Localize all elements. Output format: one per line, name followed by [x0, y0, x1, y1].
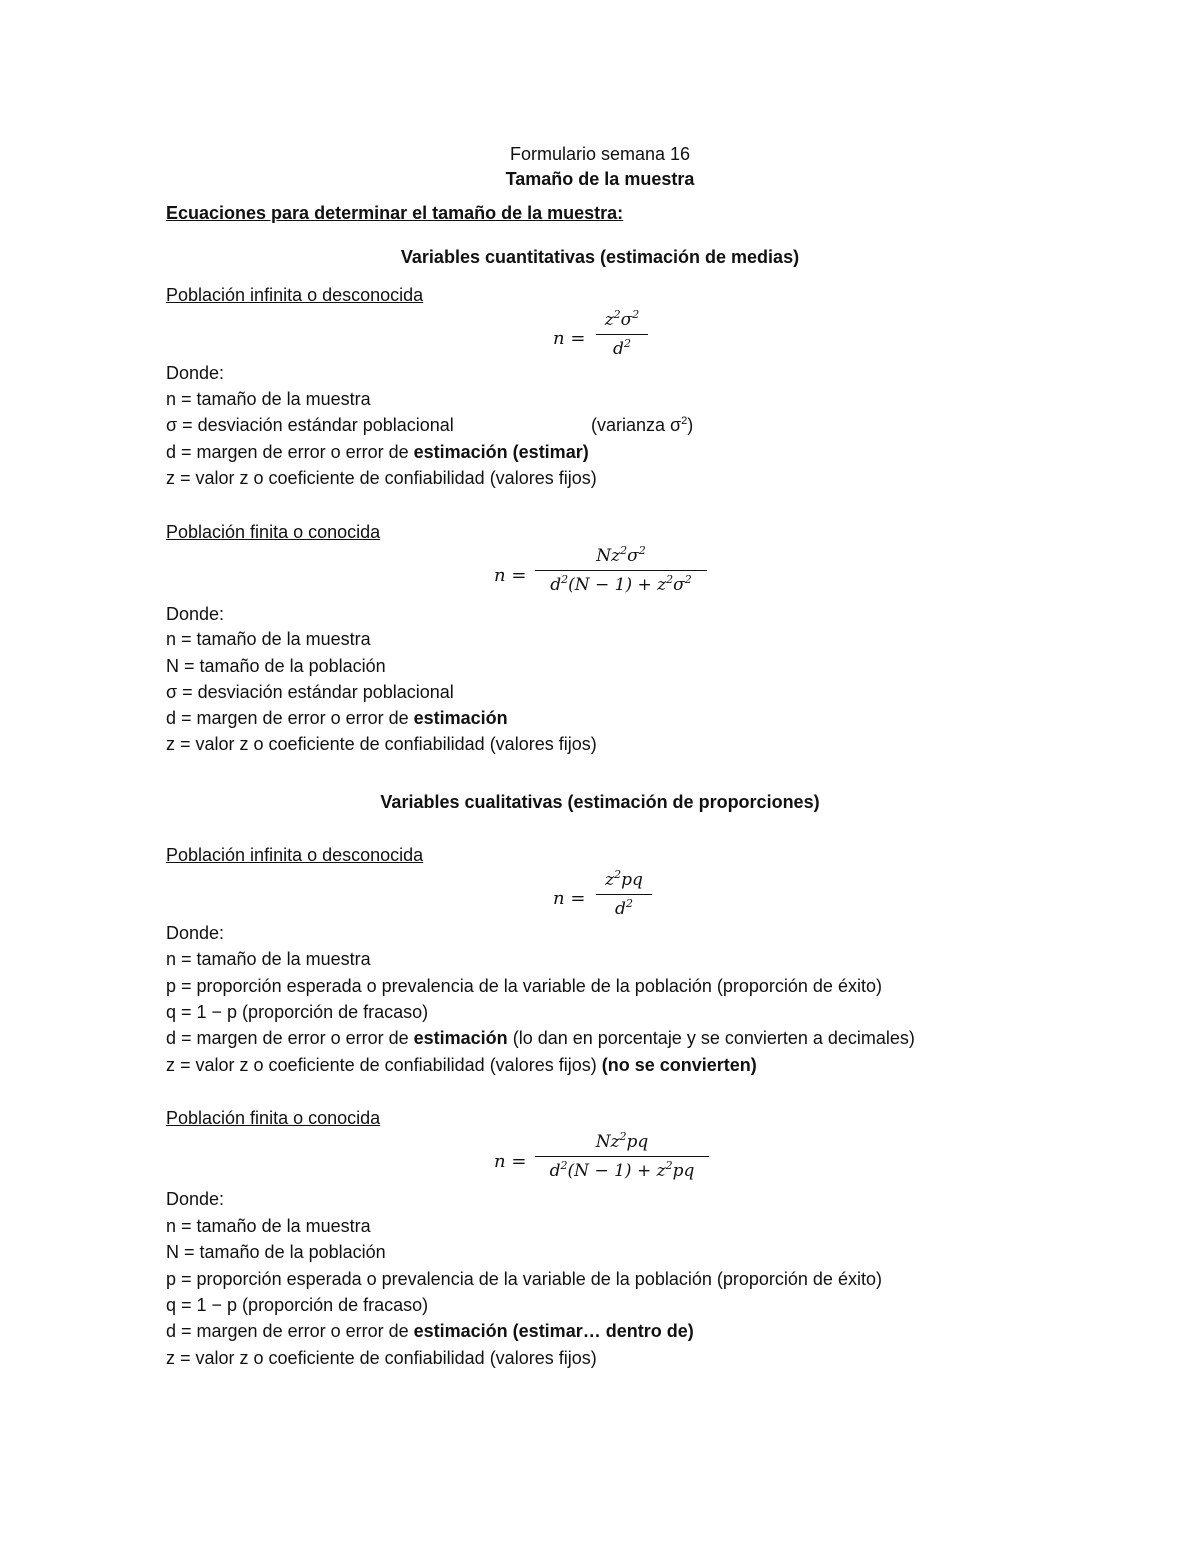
definition-z: z = valor z o coeficiente de confiabilidad (valores fijos) — [166, 468, 597, 488]
variance-note: (varianza $\sigma^2$) — [591, 415, 694, 435]
definition-z: z = valor z o coeficiente de confiabilidad (valores fijos) — [166, 734, 597, 754]
formula-numerator: $Nz^2\sigma^2$ — [596, 544, 646, 566]
definition-N: N = tamaño de la población — [166, 656, 386, 676]
section-heading-quantitative: Variables cuantitativas (estimación de medias) — [400, 247, 800, 267]
definition-N: N = tamaño de la población — [166, 1242, 386, 1262]
label-infinite-population: Población infinita o desconocida — [166, 285, 424, 305]
formula-lhs: n = — [553, 328, 586, 349]
definition-p: p = proporción esperada o prevalencia de la variable de la población (proporción de éxito) — [166, 976, 882, 996]
definition-n: n = tamaño de la muestra — [166, 389, 371, 409]
document-title: Formulario semana 16 — [509, 144, 691, 164]
definition-q: q = 1 − p (proporción de fracaso) — [166, 1295, 429, 1315]
formula-lhs: n = — [494, 565, 527, 586]
label-finite-population: Población finita o conocida — [166, 1108, 381, 1128]
definition-n: n = tamaño de la muestra — [166, 629, 371, 649]
donde-label: Donde: — [166, 923, 225, 943]
section-heading-qualitative: Variables cualitativas (estimación de proporciones) — [380, 792, 820, 812]
donde-label: Donde: — [166, 604, 225, 624]
formula-numerator: Nz$^2$pq — [595, 1130, 649, 1152]
definition-n: n = tamaño de la muestra — [166, 949, 371, 969]
definition-p: p = proporción esperada o prevalencia de la variable de la población (proporción de éxito) — [166, 1269, 882, 1289]
definition-z: z = valor z o coeficiente de confiabilidad (valores fijos) — [166, 1348, 597, 1368]
formula-denominator: $d^2(N - 1) + z^2\sigma^2$ — [550, 573, 692, 595]
definition-d: d = margen de error o error de estimación (estimar) — [166, 442, 589, 462]
formula-finite-means — [535, 545, 707, 596]
formula-lhs: n = — [553, 888, 586, 909]
definition-q: q = 1 − p (proporción de fracaso) — [166, 1002, 429, 1022]
definition-sigma: σ = desviación estándar poblacional — [166, 682, 454, 702]
formula-denominator: $d^2(N - 1) + z^2pq$ — [549, 1159, 695, 1181]
formula-lhs: n = — [494, 1151, 527, 1172]
formula-denominator: $d^2$ — [613, 337, 631, 359]
fraction-bar — [596, 894, 652, 895]
donde-label: Donde: — [166, 1189, 225, 1209]
document-subtitle: Tamaño de la muestra — [505, 169, 695, 189]
fraction-bar — [535, 570, 707, 571]
formula-infinite-proportions — [596, 869, 652, 920]
formula-denominator: $d^2$ — [615, 897, 633, 919]
fraction-bar — [596, 334, 648, 335]
fraction-bar — [535, 1156, 709, 1157]
donde-label: Donde: — [166, 363, 225, 383]
formula-numerator: $z^2\sigma^2$ — [604, 308, 640, 330]
definition-d: d = margen de error o error de estimación — [166, 708, 508, 728]
formula-infinite-means — [596, 309, 648, 360]
definition-n: n = tamaño de la muestra — [166, 1216, 371, 1236]
formula-finite-proportions — [535, 1131, 709, 1182]
label-finite-population: Población finita o conocida — [166, 522, 381, 542]
definition-sigma: σ = desviación estándar poblacional — [166, 415, 454, 435]
formula-numerator: $z^2pq$ — [605, 868, 643, 890]
definition-d: d = margen de error o error de estimación (estimar… dentro de) — [166, 1321, 694, 1341]
definition-z: z = valor z o coeficiente de confiabilidad (valores fijos) (no se convierten) — [166, 1055, 757, 1075]
intro-heading: Ecuaciones para determinar el tamaño de la muestra: — [166, 203, 624, 223]
definition-d: d = margen de error o error de estimación (lo dan en porcentaje y se convierten a decimales) — [166, 1028, 915, 1048]
label-infinite-population: Población infinita o desconocida — [166, 845, 424, 865]
